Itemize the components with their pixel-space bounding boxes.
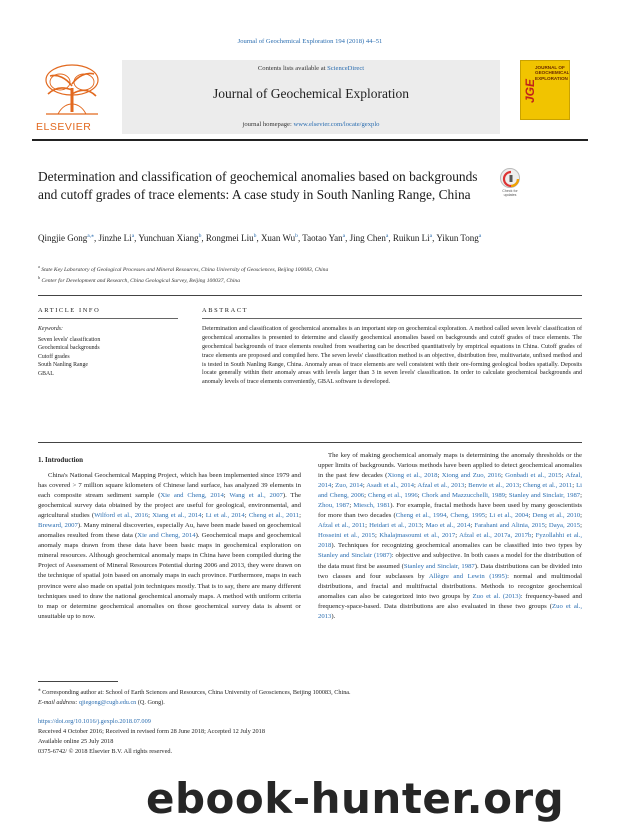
section-heading-introduction: 1. Introduction <box>38 456 83 464</box>
citation-link[interactable]: Xiong et al., 2018 <box>387 472 438 480</box>
check-updates-label: Check for updates <box>502 189 518 197</box>
body-text: : objective and subjective. In both cases a model for the distribution of the data must first be assumed ( <box>318 552 582 570</box>
citation-link[interactable]: Wang et al., 2007 <box>229 492 283 500</box>
author-separator: , <box>345 233 350 243</box>
citation-link[interactable]: Cheng, 1995 <box>450 512 486 520</box>
footnote-rule <box>38 681 118 682</box>
author-name[interactable]: Yunchuan Xiang <box>138 233 199 243</box>
citation-link[interactable]: Wilford et al., 2016 <box>94 512 149 520</box>
body-text: ; <box>331 482 336 490</box>
masthead-divider <box>32 139 588 141</box>
author-separator: , <box>297 233 303 243</box>
citation-link[interactable]: Xiong and Zuo, 2016 <box>441 472 501 480</box>
body-text: ; <box>531 532 536 540</box>
author-separator: , <box>432 233 437 243</box>
keyword-item: Cutoff grades <box>38 353 70 360</box>
author-affiliation-mark[interactable]: a,⁎ <box>87 233 94 239</box>
citation-link[interactable]: Breward, 2007 <box>38 522 78 530</box>
body-text: ). For example, fractal methods have been used by many geoscientists for more than two decades ( <box>318 502 583 520</box>
citation-link[interactable]: Li et al., 2004 <box>489 512 529 520</box>
citation-link[interactable]: Asadi et al., 2014 <box>366 482 414 490</box>
homepage-link[interactable]: www.elsevier.com/locate/gexplo <box>293 121 380 128</box>
author-name[interactable]: Rongmei Liu <box>205 233 254 243</box>
journal-cover-thumbnail[interactable] <box>520 60 570 120</box>
citation-link[interactable]: Xiang et al., 2014 <box>152 512 202 520</box>
author-affiliation-mark[interactable]: a <box>131 233 135 239</box>
body-text: ; <box>505 492 509 500</box>
body-text: ; <box>544 522 549 530</box>
affiliation-key: b <box>38 274 41 280</box>
citation-link[interactable]: Li et al., 2014 <box>205 512 245 520</box>
check-updates-icon <box>500 168 520 188</box>
author-name[interactable]: Ruikun Li <box>392 233 430 243</box>
author-name[interactable]: Jing Chen <box>349 233 386 243</box>
body-text: ; <box>362 482 367 490</box>
author-affiliation-mark[interactable]: b <box>253 233 257 239</box>
footnote-line <box>38 686 582 698</box>
keyword-item: Seven levels' classification <box>38 337 101 343</box>
citation-link[interactable]: Farahani and Alinia, 2015 <box>474 522 545 530</box>
citation-link[interactable]: Xie and Cheng, 2014 <box>160 492 224 500</box>
citation-link[interactable]: Afzal, 2014 <box>318 472 583 490</box>
author-name[interactable]: Xuan Wu <box>260 233 296 243</box>
citation-link[interactable]: Cheng et al., 1994 <box>395 512 447 520</box>
body-text: ; <box>580 512 583 520</box>
body-text: ; <box>299 512 301 520</box>
citation-link[interactable]: Li and Cheng, 2006 <box>318 482 583 500</box>
citation-link[interactable]: Allègre and Lewin (1995) <box>428 572 508 580</box>
corresponding-author-footnote <box>38 686 582 707</box>
citation-link[interactable]: Afzal et al., 2011 <box>318 522 366 530</box>
doi-link[interactable]: https://doi.org/10.1016/j.gexplo.2018.07.009 <box>38 718 151 725</box>
body-text: ). Data distributions can be divided into two classes and four subclasses by <box>318 562 582 580</box>
author-separator: , <box>256 233 261 243</box>
author-separator: , <box>93 233 99 243</box>
citation-link[interactable]: Zuo et al. (2013) <box>472 592 521 600</box>
affiliation-b <box>38 275 538 286</box>
citation-link[interactable]: Xie and Cheng, 2014 <box>137 532 196 540</box>
citation-link[interactable]: Mao et al., 2014 <box>425 522 471 530</box>
body-text: : frequency-based and frequency-space-based. Data distributions are also evaluated in these two groups ( <box>318 592 582 610</box>
keyword-item: GBAL <box>38 370 54 377</box>
author-name[interactable]: Yikun Tong <box>436 233 479 243</box>
body-text: ; <box>223 492 230 500</box>
body-column-left <box>38 471 301 622</box>
body-text: ; <box>519 482 523 490</box>
body-text: ; <box>580 522 582 530</box>
copyright-notice: 0375-6742/ © 2018 Elsevier B.V. All rights reserved. <box>38 748 173 755</box>
citation-link[interactable]: Daya, 2015 <box>548 522 581 530</box>
cover-title: JOURNAL OF GEOCHEMICAL EXPLORATION <box>535 65 570 81</box>
citation-link[interactable]: Hosseini et al., 2015 <box>318 532 375 540</box>
citation-link[interactable]: Heidari et al., 2013 <box>369 522 422 530</box>
journal-banner <box>122 60 500 134</box>
body-text: ). <box>331 612 336 620</box>
body-text: ). Many mineral discoveries, especially Au, have been made based on geochemical anomalies resulted from these data ( <box>38 522 301 540</box>
author-separator: , <box>201 233 206 243</box>
body-text: The key of making geochemical anomaly maps is determining the anomaly thresholds or the upper limits of backgrounds. Various methods have been applied to detect geochemical anomalies in the past few decades ( <box>318 452 582 480</box>
citation-link[interactable]: Cheng et al., 2011 <box>522 482 573 490</box>
contents-prefix: Contents lists available at <box>257 65 328 72</box>
citation-link[interactable]: Benvie et al., 2013 <box>468 482 520 490</box>
body-text: ; <box>414 482 418 490</box>
abstract-divider <box>38 442 582 443</box>
body-text: ; <box>375 532 380 540</box>
article-info-rule <box>38 318 178 319</box>
keyword-item: Geochemical backgrounds <box>38 345 100 352</box>
received-dates: Received 4 October 2016; Received in revised form 28 June 2018; Accepted 12 July 2018 <box>38 728 265 735</box>
author-name[interactable]: Taotao Yan <box>302 233 343 243</box>
body-text: ). Geochemical maps and geochemical anomaly maps drawn from these data have been basic maps in geochemical exploration on mineral resources. Although geochemical anomaly maps in China have been compiled during the Project of Assessment of Mineral Resources Potential during 2006 and 2013, they were drawn on the technique of spatial join based on anomaly maps in each province. Furthermore, maps in each province were also made on spatial join techniques mostly. That is to say, there are many different techniques used to draw the national geochemical anomaly maps. A method with uniform criteria to map or determine geochemical anomalies on those geochemical survey data is absent or unsuitable up to now. <box>38 532 301 620</box>
available-online-date: Available online 25 July 2018 <box>38 738 114 745</box>
homepage-prefix: journal homepage: <box>242 121 294 128</box>
sciencedirect-link[interactable]: ScienceDirect <box>327 65 365 72</box>
citation-link[interactable]: Cheng et al., 1996 <box>367 492 418 500</box>
body-text: ; <box>528 512 533 520</box>
body-text: ; <box>417 492 422 500</box>
abstract-heading: ABSTRACT <box>202 307 249 314</box>
citation-link[interactable]: Afzal et al., 2017a, 2017b <box>459 532 532 540</box>
author-separator: , <box>388 233 393 243</box>
email-suffix: (Q. Gong). <box>136 698 165 706</box>
footnote-mark: ⁎ <box>38 687 41 693</box>
masthead <box>32 60 588 134</box>
check-for-updates-button[interactable] <box>496 168 524 204</box>
body-text: ; <box>364 492 368 500</box>
body-text: ). Techniques for recognizing geochemical anomalies can be classified into two types by <box>331 542 582 550</box>
keywords-list <box>38 336 100 378</box>
citation-link[interactable]: Stanley and Sinclair, 1987 <box>403 562 475 570</box>
body-text: ; <box>244 512 249 520</box>
contents-line <box>122 65 500 72</box>
citation-link[interactable]: Deng et al., 2010 <box>532 512 581 520</box>
citation-link[interactable]: Afzal et al., 2013 <box>417 482 465 490</box>
affiliations <box>38 264 538 285</box>
body-text: , <box>446 512 451 520</box>
article-title: Determination and classification of geochemical anomalies based on backgrounds and cutoff grades of trace elements: A case study in South Nanling Range, China <box>38 169 478 203</box>
email-label: E-mail address: <box>38 698 80 706</box>
author-name[interactable]: Jinzhe Li <box>98 233 132 243</box>
body-text: China's National Geochemical Mapping Project, which has been implemented since 1979 and has covered > 7 million square kilometers of Chinese land surface, has analyzed 39 elements in each composite stream sediment sample ( <box>38 472 301 500</box>
article-info-heading: ARTICLE INFO <box>38 307 101 314</box>
author-list <box>38 232 538 246</box>
citation-link[interactable]: Zuo et al., 2013 <box>318 602 582 620</box>
header-divider <box>38 295 582 296</box>
body-text: ; <box>561 472 566 480</box>
abstract-text: Determination and classification of geochemical anomalies is an important step on geochemical exploration. A method called seven levels' classification of geochemical anomalies is presented to determine and classify geochemical anomalies based on backgrounds and cutoff grades of trace elements. The geochemical backgrounds of trace elements resulted from weathering can be described quantitatively by empirical equations in China. Cutoff grades of trace elements are proposed and compiled here. The seven levels' classification method is an objective, distribution free, multivariate, unfixed method and is tested in South Nanling Range, China. Anomaly areas of trace elements are well consistent with their ore-forming geological bodies spatially. Deposits locate generally within their anomaly areas with levels larger than 3 in seven levels' classification. In order to calculate geochemical backgrounds and anomaly levels of trace elements conveniently, GBAL software is developed. <box>202 326 582 386</box>
author-affiliation-mark[interactable]: a <box>385 233 389 239</box>
abstract-rule <box>202 318 582 319</box>
body-text: ; <box>455 532 460 540</box>
cover-badge: JGE <box>523 78 537 103</box>
body-text: : normal and multimodal distributions, and fractal and multifractal distributions. Methods to recognize geochemical anomalies can also be categorized into two groups by <box>318 572 582 600</box>
keyword-item: South Nanling Range <box>38 362 88 369</box>
author-affiliation-mark[interactable]: b <box>198 233 202 239</box>
email-link[interactable]: qjiegong@cugb.edu.cn <box>79 698 137 706</box>
author-affiliation-mark[interactable]: b <box>295 233 298 239</box>
homepage-line <box>122 121 500 128</box>
body-text: ; <box>485 512 490 520</box>
citation-link[interactable]: Stanley and Sinclair, 1987 <box>508 492 581 500</box>
author-affiliation-mark[interactable]: a <box>478 233 482 239</box>
body-text: ; <box>148 512 153 520</box>
affiliation-key: a <box>38 264 40 269</box>
affiliation-a <box>38 264 538 275</box>
body-column-right <box>318 451 582 622</box>
citation-link[interactable]: Zuo, 2014 <box>335 482 363 490</box>
body-text: ; <box>365 522 370 530</box>
body-text: ; <box>500 472 506 480</box>
body-text: ; <box>464 482 469 490</box>
author-separator: , <box>134 233 139 243</box>
citation-link[interactable]: Fyzollahhi et al., 2018 <box>318 532 582 550</box>
keywords-label: Keywords: <box>38 326 63 332</box>
affiliation-text: Center for Development and Research, China Geological Survey, Beijing 100037, China <box>41 277 240 284</box>
citation-link[interactable]: Zhou, 1987 <box>318 502 350 510</box>
author-name[interactable]: Qingjie Gong <box>38 233 88 243</box>
email-line <box>38 698 582 708</box>
body-text: ; <box>437 472 442 480</box>
citation-link[interactable]: Cheng et al., 2011 <box>248 512 300 520</box>
body-text: ). The geochemical survey data obtained by the project are useful for geological, environmental, and agricultural studies ( <box>38 492 301 520</box>
elsevier-tree-logo <box>32 60 112 134</box>
journal-title: Journal of Geochemical Exploration <box>212 86 410 101</box>
journal-citation-link[interactable]: Journal of Geochemical Exploration 194 (2018) 44–51 <box>237 38 383 45</box>
citation-link[interactable]: Stanley and Sinclair (1987) <box>318 552 392 560</box>
citation-link[interactable]: Miesch, 1981 <box>353 502 391 510</box>
author-affiliation-mark[interactable]: a <box>429 233 433 239</box>
body-text: ; <box>349 502 354 510</box>
body-text: ; <box>470 522 475 530</box>
watermark-text: ebook-hunter.org <box>146 774 565 823</box>
author-affiliation-mark[interactable]: a <box>342 233 346 239</box>
footnote-text: Corresponding author at: School of Earth Sciences and Resources, China University of Geosciences, Beijing 100083, China. <box>40 689 351 697</box>
body-text: ; <box>201 512 206 520</box>
affiliation-text: State Key Laboratory of Geological Processes and Mineral Resources, China University of Geosciences, Beijing 100083, China <box>41 266 329 273</box>
elsevier-wordmark: ELSEVIER <box>36 121 92 133</box>
body-text: ; <box>580 492 582 500</box>
citation-link[interactable]: Gonbadi et al., 2015 <box>505 472 562 480</box>
citation-link[interactable]: Chork and Mazzucchelli, 1989 <box>421 492 506 500</box>
citation-link[interactable]: Khalajmasoumi et al., 2017 <box>379 532 456 540</box>
body-text: ; <box>572 482 577 490</box>
body-text: ; <box>421 522 426 530</box>
